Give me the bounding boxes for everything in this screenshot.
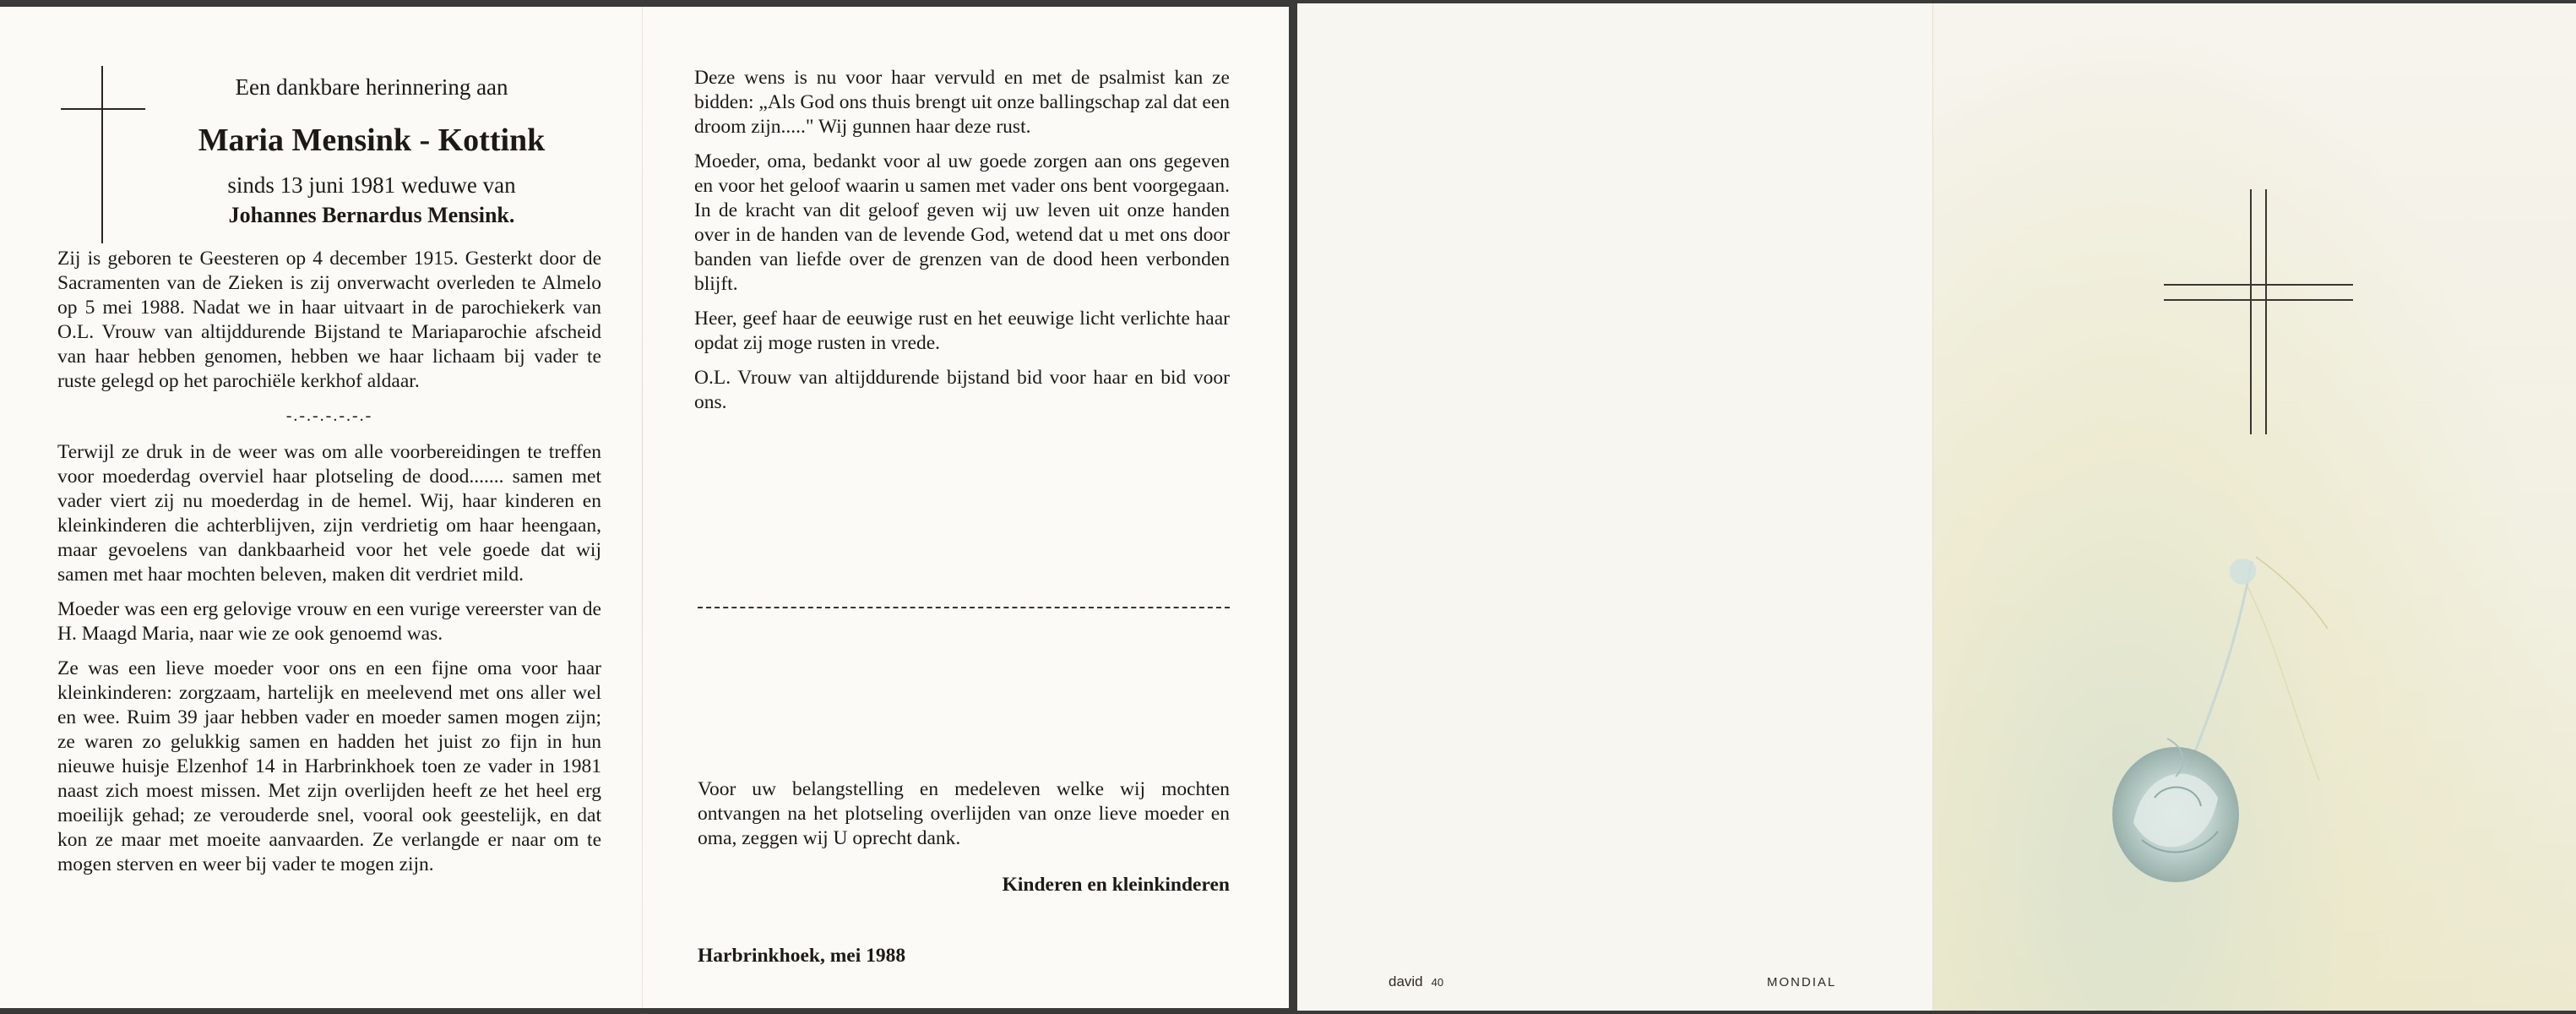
fold-line: [1932, 3, 1933, 1011]
paragraph-intercession: O.L. Vrouw van altijddurende bijstand bid voor haar en bid voor ons.: [694, 367, 1230, 413]
cross-line: [2265, 189, 2267, 434]
cross-line: [2164, 299, 2353, 301]
husband-name: Johannes Bernardus Mensink.: [228, 203, 515, 227]
text-separator: -.-.-.-.-.-.-: [285, 406, 373, 425]
paragraph-faith: Moeder was een erg gelovige vrouw en een vurige vereerster van de H. Maagd Maria, naar wie ze ook genoemd was.: [57, 598, 601, 645]
cross-line: [2250, 189, 2252, 434]
widow-since-line: sinds 13 juni 1981 weduwe van: [227, 172, 516, 198]
thanks-text: Voor uw belangstelling en medeleven welke wij mochten ontvangen na het plotseling overlijden van onze lieve moeder en oma, zeggen wij U oprecht dank.: [698, 778, 1230, 849]
paragraph-psalmist: Deze wens is nu voor haar vervuld en met de psalmist kan ze bidden: „Als God ons thuis brengt uit onze ballingschap zal dat een droom zijn....." Wij gunnen haar deze rust.: [694, 67, 1230, 138]
printer-brand: [1389, 973, 1443, 990]
cross-icon: [61, 66, 145, 243]
paragraph-prayer: Heer, geef haar de eeuwige rust en het eeuwige licht verlichte haar opdat zij moge rusten in vrede.: [694, 308, 1230, 354]
paragraph-memories: Ze was een lieve moeder voor ons en een fijne oma voor haar kleinkinderen: zorgzaam, hartelijk en meelevend met ons aller wel en wee. Ruim 39 jaar hebben vader en moeder samen mogen zijn; ze waren zo gelukkig samen en hadden het juist zo fijn in hun nieuwe huisje Elzenhof 14 in Harbrinkhoek toen ze vader in 1981 naast zich moest missen. Met zijn overlijden heeft ze het heel erg moeilijk gehad; ze verouderde snel, vooral ook geestelijk, en dat kon ze maar met moeite aanvaarden. Ze verlangde er naar om te mogen sterven en weer bij vader te mogen zijn.: [57, 657, 601, 875]
inner-card: [0, 7, 1289, 1008]
card-number: 40: [1431, 976, 1444, 989]
left-column-text: [57, 247, 601, 887]
rose-illustration-icon: [2041, 527, 2412, 899]
paragraph-mothers-day: Terwijl ze druk in de weer was om alle voorbereidingen te treffen voor moederdag overviel haar plotseling de dood....... samen met vader viert zij nu moederdag in de hemel. Wij, haar kinderen en kleinkinderen die achterblijven, zijn verdrietig om haar heengaan, maar gevoelens van dankbaarheid voor het vele goede dat wij samen met haar mochten beleven, maken dit verdriet mild.: [57, 441, 601, 586]
place-date: Harbrinkhoek, mei 1988: [698, 945, 906, 967]
right-column-text: [694, 66, 1230, 425]
cross-vertical-bar: [101, 66, 103, 243]
double-cross-icon: [2164, 189, 2353, 434]
outer-card: [1297, 3, 2576, 1011]
paragraph-biography: Zij is geboren te Geesteren op 4 december 1915. Gesterkt door de Sacramenten van de Zieken is zij onverwacht overleden te Almelo op 5 mei 1988. Nadat we in haar uitvaart in de parochiekerk van O.L. Vrouw van altijddurende Bijstand te Mariaparochie afscheid van haar hebben genomen, hebben we haar lichaam bij vader te ruste gelegd op het parochiële kerkhof aldaar.: [57, 248, 601, 392]
signature: Kinderen en kleinkinderen: [1002, 874, 1230, 896]
deceased-name: Maria Mensink - Kottink: [198, 123, 546, 158]
cross-line: [2164, 284, 2353, 286]
dashed-divider: [698, 607, 1230, 608]
cross-horizontal-bar: [61, 108, 145, 110]
brand-name: david: [1389, 973, 1423, 989]
paragraph-gratitude: Moeder, oma, bedankt voor al uw goede zorgen aan ons gegeven en voor het geloof waarin u samen met vader ons bent voorgegaan. In de kracht van dit geloof geven wij uw leven uit onze handen over in de handen van de levende God, wetend dat u met ons door banden van liefde over de grenzen van de dood heen verbonden blijft.: [694, 150, 1230, 295]
maker-brand: MONDIAL: [1767, 975, 1837, 989]
intro-line: Een dankbare herinnering aan: [235, 74, 508, 100]
